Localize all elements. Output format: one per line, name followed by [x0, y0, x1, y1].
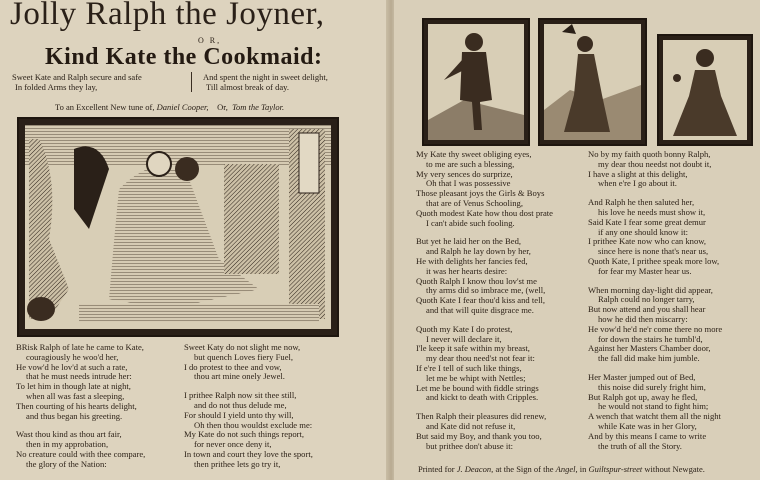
verse-line: it was her hearts desire: [426, 265, 508, 276]
verse-line: his love he needs must show it, [598, 206, 706, 217]
woodcut-kitchen-scene [17, 117, 339, 337]
stanza [16, 343, 176, 421]
verse-line: Let me be bound with fiddle strings [416, 382, 539, 393]
verse-line: I can't abide such fooling. [426, 217, 515, 228]
verse-line: Oh then thou wouldst exclude me: [194, 419, 313, 430]
verse-line: He vow'd he'd ne'r come there no more [588, 323, 723, 334]
verse-line: for never once deny it, [194, 439, 272, 450]
verse-line: Against her Masters Chamber door, [588, 343, 711, 354]
stanza [184, 343, 380, 382]
verse-line: since here is none that's near us, [598, 246, 709, 257]
verse-line: But yet he laid her on the Bed, [416, 236, 522, 247]
verse-line: and do not thus delude me, [194, 399, 287, 410]
verse-column-2 [184, 343, 380, 479]
right-page [394, 0, 760, 480]
verse-line: But now attend and you shall hear [588, 304, 706, 315]
verse-line: Quoth Ralph I know thou lov'st me [416, 275, 537, 286]
verse-line: if any one should know it: [598, 226, 688, 237]
verse-line: To let him in though late at night, [16, 381, 131, 392]
verse-line: he would not stand to fight him; [598, 401, 709, 412]
verse-line: let me be whipt with Nettles; [426, 372, 526, 383]
verse-line: the truth of all the Story. [598, 440, 682, 451]
verse-line: when all was fast a sleeping, [26, 390, 125, 401]
verse-line: and Kate did not refuse it, [426, 420, 516, 431]
verse-line: Quoth modest Kate how thou dost prate [416, 207, 554, 218]
verse-line: then prithee lets go try it, [194, 458, 281, 469]
verse-line: Quoth my Kate I do protest, [416, 323, 513, 334]
verse-line: the fall did make him jumble. [598, 353, 700, 364]
verse-line: Said Kate I fear some great demur [588, 216, 706, 227]
verse-line: but prithee don't abuse it: [426, 440, 513, 451]
argument-line: Sweet Kate and Ralph secure and safe [12, 72, 142, 82]
verse-line: Her Master jumped out of Bed, [588, 371, 696, 382]
verse-line: My Kate do not such things report, [184, 429, 305, 440]
verse-line: I do protest to thee and vow, [184, 361, 282, 372]
verse-line: My Kate thy sweet obliging eyes, [416, 149, 532, 159]
verse-line: When morning day-light did appear, [588, 284, 713, 295]
verse-line: to me are such a blessing, [426, 158, 515, 169]
verse-line: my dear thou need'st not fear it: [426, 353, 535, 364]
woodcut-man [422, 18, 530, 146]
verse-line: I prithee Kate now who can know, [588, 236, 707, 247]
verse-line: Wast thou kind as thou art fair, [16, 429, 122, 440]
verse-line: while Kate was in her Glory, [598, 420, 697, 431]
verse-line: I never will declare it, [426, 333, 502, 344]
verse-line: But Ralph got up, away he fled, [588, 391, 698, 402]
woodcut-woman-with-fan [538, 18, 647, 146]
argument-divider [191, 72, 192, 92]
verse-line: the glory of the Nation: [26, 458, 107, 469]
verse-line: but quench Loves fiery Fuel, [194, 351, 294, 362]
verse-line: Those pleasant joys the Girls & Boys [416, 188, 545, 199]
verse-line: that he must needs intrude her: [26, 371, 132, 382]
argument-line: And spent the night in sweet delight, [203, 72, 328, 82]
argument-line: In folded Arms they lay, [15, 81, 98, 92]
verse-line: when e're I go about it. [598, 178, 677, 189]
verse-column-1 [16, 343, 176, 479]
verse-line: my dear thou needst not doubt it, [598, 158, 712, 169]
verse-column-3 [416, 150, 578, 460]
tune-name: Daniel Cooper, [156, 102, 209, 112]
verse-line: I prithee Ralph now sit thee still, [184, 390, 297, 401]
verse-line: and thus began his greeting. [26, 410, 123, 421]
imprint-sign: Angel, [555, 464, 578, 474]
verse-line: Sweet Katy do not slight me now, [184, 342, 301, 352]
stanza [416, 325, 578, 403]
verse-line: for down the stairs he tumbl'd, [598, 333, 703, 344]
verse-line: couragiously he woo'd her, [26, 351, 119, 362]
woodcut-lady [657, 34, 753, 146]
ballad-title: Jolly Ralph the Joyner, [10, 0, 325, 32]
verse-line: for fear my Master hear us. [598, 265, 692, 276]
argument-line: Till almost break of day. [206, 81, 289, 92]
verse-line: how he did then miscarry: [598, 313, 688, 324]
verse-column-4 [588, 150, 754, 460]
stanza [16, 430, 176, 469]
verse-line: I have a slight at this delight, [588, 168, 688, 179]
tune-prefix: To an Excellent New tune of, [55, 102, 155, 112]
verse-line: that are of Venus Schooling, [426, 197, 523, 208]
verse-line: BRisk Ralph of late he came to Kate, [16, 342, 144, 352]
verse-line: My very sences do surprize, [416, 168, 513, 179]
stanza [416, 237, 578, 315]
imprint-text: Printed for [418, 464, 455, 474]
tune-line [55, 102, 284, 112]
stanza [588, 286, 754, 364]
verse-line: I'le keep it safe within my breast, [416, 343, 530, 354]
imprint-text: without Newgate. [644, 464, 705, 474]
argument-left [12, 73, 142, 92]
verse-line: thy arms did so imbrace me, (well, [426, 285, 546, 296]
verse-line: Quoth Kate, I prithee speak more low, [588, 255, 720, 266]
tune-name: Tom the Taylor. [232, 102, 285, 112]
verse-line: and Ralph he lay down by her, [426, 246, 531, 257]
verse-line: A wench that watcht them all the night [588, 411, 721, 422]
imprint-street: Guiltspur-street [588, 464, 643, 474]
verse-line: then in my approbation, [26, 439, 109, 450]
verse-line: And by this means I came to write [588, 430, 707, 441]
verse-line: He with delights her fancies fed, [416, 255, 528, 266]
verse-line: But said my Boy, and thank you too, [416, 430, 542, 441]
stanza [184, 391, 380, 469]
verse-line: thou art mine onely Jewel. [194, 371, 285, 382]
verse-line: Then courting of his hearts delight, [16, 400, 137, 411]
stanza [416, 412, 578, 451]
verse-line: Then Ralph their pleasures did renew, [416, 411, 547, 422]
title-or: O R, [198, 36, 222, 45]
verse-line: and kickt to death with Cripples. [426, 392, 539, 403]
argument-right [203, 73, 328, 92]
verse-line: In town and court they love the sport, [184, 448, 313, 459]
stanza [588, 198, 754, 276]
tune-or: Or, [217, 102, 228, 112]
imprint-text: at the Sign of the [495, 464, 554, 474]
verse-line: And Ralph he then saluted her, [588, 197, 695, 208]
verse-line: this noise did surely fright him, [598, 381, 706, 392]
imprint-line [418, 464, 705, 474]
ballad-subtitle: Kind Kate the Cookmaid: [45, 44, 323, 70]
stanza [588, 150, 754, 189]
verse-line: and that will quite disgrace me. [426, 304, 534, 315]
verse-line: For should I yield unto thy will, [184, 409, 294, 420]
stanza [588, 373, 754, 451]
verse-line: Quoth Kate I fear thou'd kiss and tell, [416, 295, 545, 306]
verse-line: Ralph could no longer tarry, [598, 294, 695, 305]
verse-line: If e're I tell of such like things, [416, 362, 522, 373]
verse-line: No creature could with thee compare, [16, 448, 146, 459]
verse-line: Oh that I was possessive [426, 178, 511, 189]
verse-line: He vow'd he lov'd at such a rate, [16, 361, 128, 372]
stanza [416, 150, 578, 228]
imprint-printer: J. Deacon, [456, 464, 494, 474]
verse-line: No by my faith quoth bonny Ralph, [588, 149, 711, 159]
imprint-text: in [579, 464, 587, 474]
